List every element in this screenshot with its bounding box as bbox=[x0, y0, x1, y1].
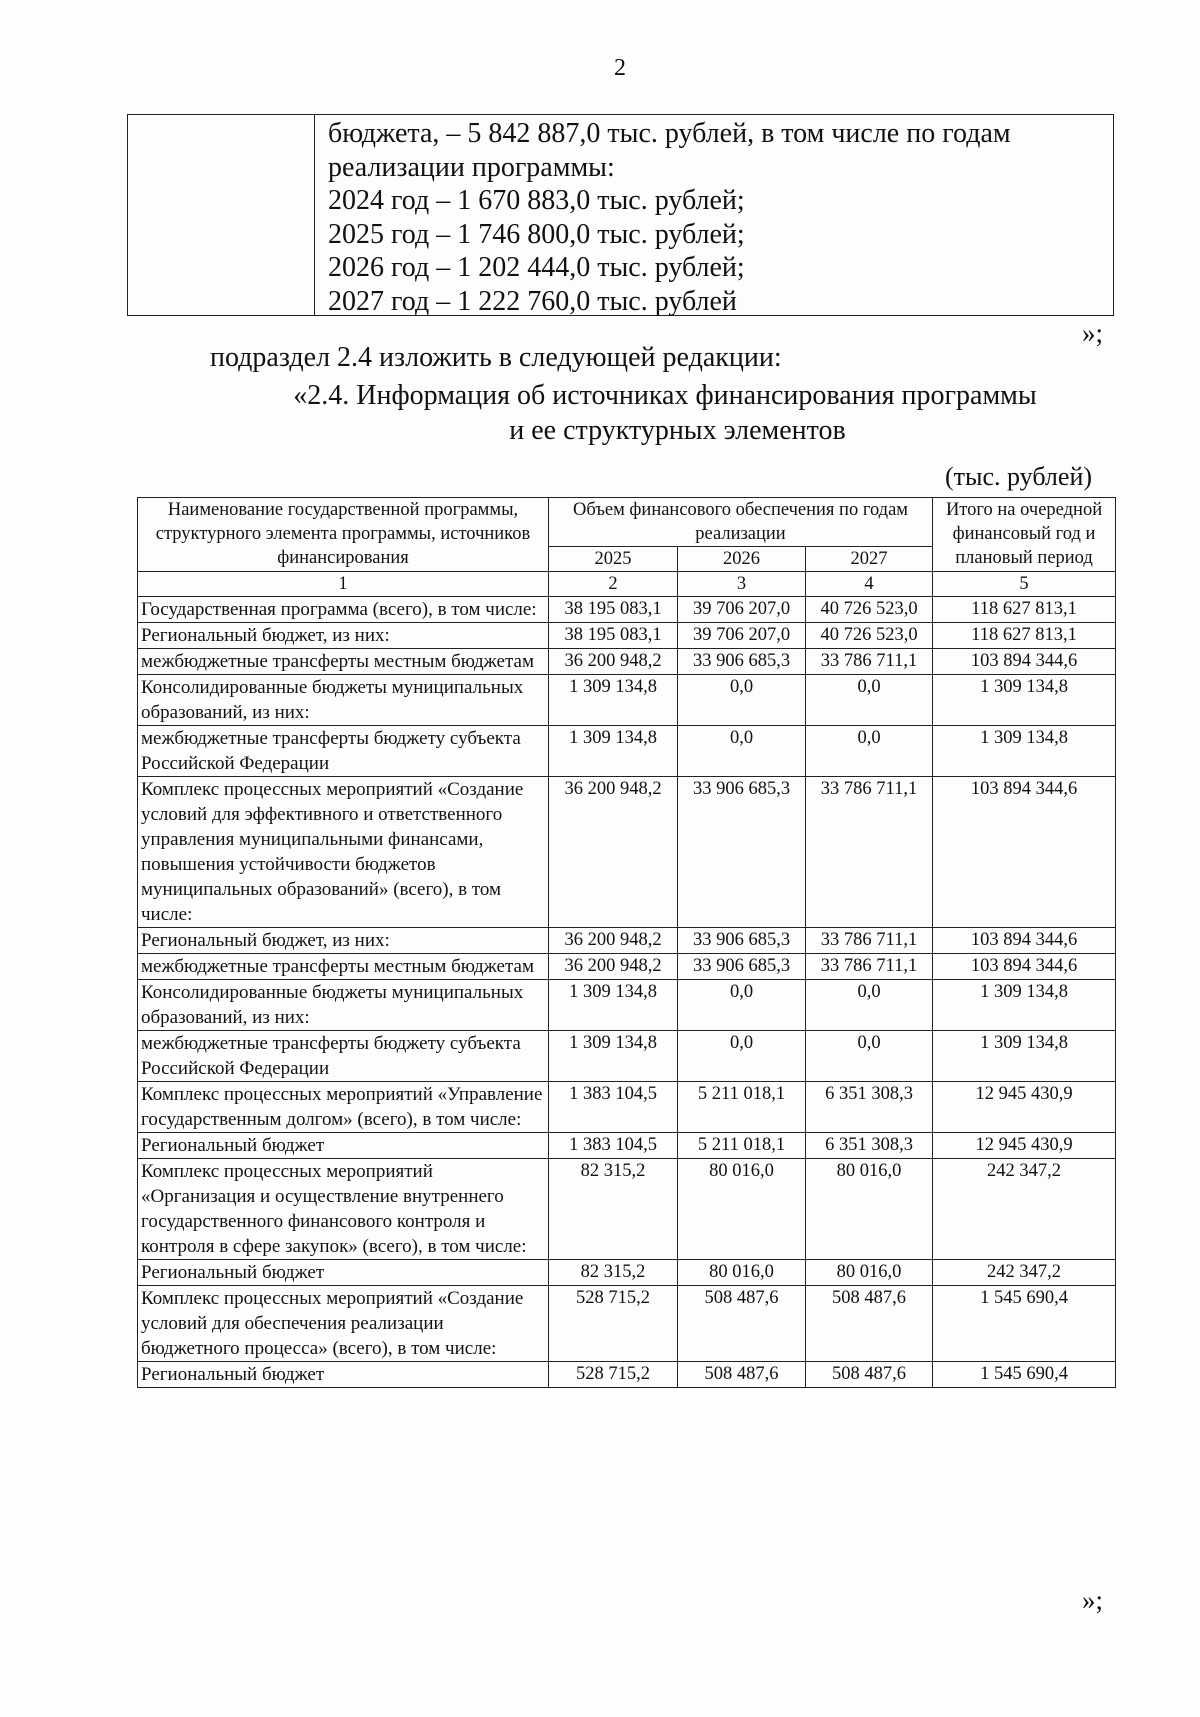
row-name: Государственная программа (всего), в том числе: bbox=[138, 597, 549, 623]
page-number: 2 bbox=[614, 55, 626, 81]
column-number: 3 bbox=[678, 572, 806, 597]
column-number: 2 bbox=[549, 572, 678, 597]
row-value: 1 309 134,8 bbox=[933, 675, 1116, 726]
row-value: 0,0 bbox=[678, 726, 806, 777]
row-value: 103 894 344,6 bbox=[933, 954, 1116, 980]
header-row bbox=[138, 498, 1116, 547]
table-row bbox=[138, 1082, 1116, 1133]
header-year: 2026 bbox=[678, 547, 806, 572]
row-value: 39 706 207,0 bbox=[678, 597, 806, 623]
row-name: межбюджетные трансферты бюджету субъекта Российской Федерации bbox=[138, 726, 549, 777]
row-name: Комплекс процессных мероприятий «Управление государственным долгом» (всего), в том числе: bbox=[138, 1082, 549, 1133]
top-line: реализации программы: bbox=[328, 151, 615, 183]
row-value: 103 894 344,6 bbox=[933, 649, 1116, 675]
table-row bbox=[138, 623, 1116, 649]
table-row bbox=[138, 726, 1116, 777]
row-name: Региональный бюджет bbox=[138, 1133, 549, 1159]
row-value: 1 383 104,5 bbox=[549, 1133, 678, 1159]
row-value: 38 195 083,1 bbox=[549, 597, 678, 623]
table-row bbox=[138, 1133, 1116, 1159]
table-row bbox=[138, 777, 1116, 928]
row-value: 118 627 813,1 bbox=[933, 597, 1116, 623]
row-value: 508 487,6 bbox=[678, 1286, 806, 1362]
row-name: Консолидированные бюджеты муниципальных образований, из них: bbox=[138, 980, 549, 1031]
row-value: 1 309 134,8 bbox=[933, 1031, 1116, 1082]
row-value: 528 715,2 bbox=[549, 1362, 678, 1388]
row-value: 0,0 bbox=[678, 980, 806, 1031]
column-numbers-row bbox=[138, 572, 1116, 597]
row-value: 38 195 083,1 bbox=[549, 623, 678, 649]
header-name: Наименование государственной программы, структурного элемента программы, источников финансирования bbox=[138, 498, 549, 572]
table-row bbox=[138, 954, 1116, 980]
title-line-1: «2.4. Информация об источниках финансирования программы bbox=[293, 380, 1037, 411]
row-value: 33 786 711,1 bbox=[806, 928, 933, 954]
column-number: 4 bbox=[806, 572, 933, 597]
table-row bbox=[138, 928, 1116, 954]
row-value: 528 715,2 bbox=[549, 1286, 678, 1362]
top-funding-text bbox=[328, 117, 1011, 318]
row-name: Консолидированные бюджеты муниципальных образований, из них: bbox=[138, 675, 549, 726]
header-volume: Объем финансового обеспечения по годам реализации bbox=[549, 498, 933, 547]
row-value: 33 906 685,3 bbox=[678, 954, 806, 980]
table-row bbox=[138, 1260, 1116, 1286]
table-row bbox=[138, 980, 1116, 1031]
row-value: 1 309 134,8 bbox=[933, 980, 1116, 1031]
row-value: 6 351 308,3 bbox=[806, 1133, 933, 1159]
row-value: 36 200 948,2 bbox=[549, 954, 678, 980]
row-value: 1 309 134,8 bbox=[549, 980, 678, 1031]
title-line-2: и ее структурных элементов bbox=[509, 415, 846, 446]
row-value: 0,0 bbox=[806, 675, 933, 726]
row-name: Комплекс процессных мероприятий «Создание условий для обеспечения реализации бюджетного процесса» (всего), в том числе: bbox=[138, 1286, 549, 1362]
row-value: 1 545 690,4 bbox=[933, 1362, 1116, 1388]
row-name: Региональный бюджет, из них: bbox=[138, 928, 549, 954]
row-value: 6 351 308,3 bbox=[806, 1082, 933, 1133]
row-value: 12 945 430,9 bbox=[933, 1133, 1116, 1159]
column-number: 1 bbox=[138, 572, 549, 597]
row-value: 242 347,2 bbox=[933, 1260, 1116, 1286]
row-value: 33 906 685,3 bbox=[678, 649, 806, 675]
row-value: 82 315,2 bbox=[549, 1260, 678, 1286]
row-value: 40 726 523,0 bbox=[806, 597, 933, 623]
header-year: 2027 bbox=[806, 547, 933, 572]
row-value: 0,0 bbox=[806, 726, 933, 777]
header-year: 2025 bbox=[549, 547, 678, 572]
row-value: 103 894 344,6 bbox=[933, 928, 1116, 954]
row-value: 0,0 bbox=[806, 980, 933, 1031]
column-number: 5 bbox=[933, 572, 1116, 597]
table-row bbox=[138, 1031, 1116, 1082]
top-line: 2026 год – 1 202 444,0 тыс. рублей; bbox=[328, 252, 745, 283]
row-name: межбюджетные трансферты местным бюджетам bbox=[138, 649, 549, 675]
row-value: 36 200 948,2 bbox=[549, 928, 678, 954]
row-value: 1 309 134,8 bbox=[549, 726, 678, 777]
row-name: межбюджетные трансферты бюджету субъекта Российской Федерации bbox=[138, 1031, 549, 1082]
row-value: 508 487,6 bbox=[806, 1362, 933, 1388]
row-value: 0,0 bbox=[678, 1031, 806, 1082]
row-value: 508 487,6 bbox=[678, 1362, 806, 1388]
row-value: 39 706 207,0 bbox=[678, 623, 806, 649]
row-value: 36 200 948,2 bbox=[549, 649, 678, 675]
row-value: 82 315,2 bbox=[549, 1159, 678, 1260]
row-value: 1 383 104,5 bbox=[549, 1082, 678, 1133]
table-row bbox=[138, 649, 1116, 675]
row-value: 36 200 948,2 bbox=[549, 777, 678, 928]
row-value: 0,0 bbox=[678, 675, 806, 726]
subsection-instruction: подраздел 2.4 изложить в следующей редакции: bbox=[210, 342, 782, 373]
box-divider bbox=[314, 115, 315, 315]
table-row bbox=[138, 597, 1116, 623]
top-line: 2027 год – 1 222 760,0 тыс. рублей bbox=[328, 285, 737, 317]
row-value: 33 786 711,1 bbox=[806, 777, 933, 928]
row-value: 118 627 813,1 bbox=[933, 623, 1116, 649]
row-value: 12 945 430,9 bbox=[933, 1082, 1116, 1133]
table-row bbox=[138, 1159, 1116, 1260]
row-value: 33 906 685,3 bbox=[678, 928, 806, 954]
row-value: 40 726 523,0 bbox=[806, 623, 933, 649]
row-value: 80 016,0 bbox=[678, 1159, 806, 1260]
units-label: (тыс. рублей) bbox=[945, 462, 1093, 491]
closing-quote-bottom: »; bbox=[1082, 1585, 1104, 1615]
row-name: Комплекс процессных мероприятий «Создание условий для эффективного и ответственного управления муниципальными финансами, повышения устойчивости бюджетов муниципальных образований» (всего), в том числе: bbox=[138, 777, 549, 928]
row-value: 103 894 344,6 bbox=[933, 777, 1116, 928]
row-value: 33 786 711,1 bbox=[806, 649, 933, 675]
row-value: 1 309 134,8 bbox=[933, 726, 1116, 777]
top-funding-box bbox=[127, 114, 1114, 316]
top-line: 2025 год – 1 746 800,0 тыс. рублей; bbox=[328, 218, 745, 250]
row-value: 1 309 134,8 bbox=[549, 1031, 678, 1082]
row-value: 508 487,6 bbox=[806, 1286, 933, 1362]
row-value: 5 211 018,1 bbox=[678, 1133, 806, 1159]
row-value: 80 016,0 bbox=[806, 1260, 933, 1286]
financing-table bbox=[137, 497, 1116, 1388]
top-line: 2024 год – 1 670 883,0 тыс. рублей; bbox=[328, 185, 745, 216]
closing-quote-top: »; bbox=[1082, 318, 1104, 348]
header-total: Итого на очередной финансовый год и плановый период bbox=[933, 498, 1116, 572]
row-name: Комплекс процессных мероприятий «Организация и осуществление внутреннего государственного финансового контроля и контроля в сфере закупок» (всего), в том числе: bbox=[138, 1159, 549, 1260]
table-row bbox=[138, 1286, 1116, 1362]
row-value: 80 016,0 bbox=[678, 1260, 806, 1286]
row-value: 33 906 685,3 bbox=[678, 777, 806, 928]
row-value: 5 211 018,1 bbox=[678, 1082, 806, 1133]
table-row bbox=[138, 1362, 1116, 1388]
table-row bbox=[138, 675, 1116, 726]
row-value: 1 545 690,4 bbox=[933, 1286, 1116, 1362]
row-name: Региональный бюджет, из них: bbox=[138, 623, 549, 649]
row-value: 80 016,0 bbox=[806, 1159, 933, 1260]
top-line: бюджета, – 5 842 887,0 тыс. рублей, в том числе по годам bbox=[328, 118, 1011, 149]
row-name: Региональный бюджет bbox=[138, 1362, 549, 1388]
row-name: межбюджетные трансферты местным бюджетам bbox=[138, 954, 549, 980]
row-value: 0,0 bbox=[806, 1031, 933, 1082]
row-value: 242 347,2 bbox=[933, 1159, 1116, 1260]
row-value: 1 309 134,8 bbox=[549, 675, 678, 726]
section-title bbox=[0, 378, 1200, 448]
row-value: 33 786 711,1 bbox=[806, 954, 933, 980]
row-name: Региональный бюджет bbox=[138, 1260, 549, 1286]
